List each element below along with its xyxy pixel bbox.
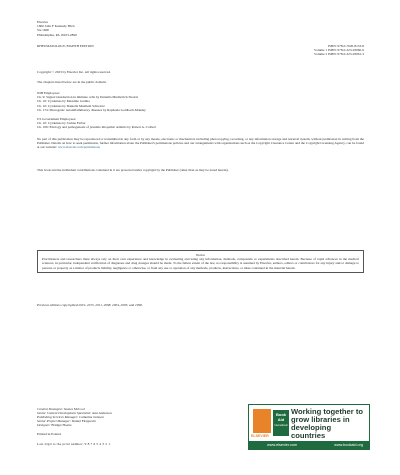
address-line: Ste 1600	[37, 28, 49, 33]
rights-paragraph	[37, 137, 364, 150]
credit-line	[37, 423, 112, 427]
print-line: Last digit is the print number: 9 8 7 6 5 4 3 2 1	[37, 442, 111, 446]
chapter-line: Ch. 9: Signal transduction in immune cells by Daniella Muallem Schwartz	[37, 95, 139, 100]
usgov-heading: US Government Employees:	[37, 117, 76, 121]
address-line: Elsevier	[37, 20, 49, 24]
notice-title: Notice	[195, 253, 206, 257]
book-aid-banner	[248, 404, 370, 450]
credit-name: Daniel Fitzgerald	[71, 419, 96, 424]
usgov-section	[37, 117, 364, 130]
address-line: Philadelphia, PA 19103-2899	[37, 32, 77, 37]
public-domain-intro-text: The chapters listed below are in the public domain:	[37, 80, 107, 84]
credit-role: Designer:	[37, 423, 51, 428]
notice-box	[37, 250, 364, 273]
logos	[251, 407, 289, 439]
elsevier-wordmark: ELSEVIER	[251, 434, 269, 438]
nih-heading: NIH Employees:	[37, 91, 60, 95]
public-domain-intro	[37, 80, 364, 84]
credit-role: Senior Content Development Specialist:	[37, 411, 92, 416]
credit-name: Catherine Jackson	[79, 415, 104, 420]
isbn-line: Volume 2 ISBN: 978-0-323-93061-3	[314, 52, 364, 57]
bookaid-url[interactable]: www.bookaid.org	[334, 443, 363, 447]
chapter-line: Ch. 174: Monogenic autoinflammatory diseases by Raphaela Goldbach-Mansky	[37, 107, 146, 112]
chapter-line: Ch. 106: Etiology and pathogenesis of juvenile idiopathic arthritis by Robert A. Colbert	[37, 125, 156, 130]
previous-editions-text: Previous editions copyrighted 2019, 2015, 2011, 2008, 2004, 2003, and 1998.	[37, 303, 143, 307]
chapter-line: Ch. 10: Cytokines by Joshua Farber	[37, 121, 86, 126]
book-aid-text: Book Aid	[276, 412, 286, 422]
book-aid-logo	[273, 410, 289, 436]
chapter-line: Ch. 10: Cytokines by Massimo Gadina	[37, 99, 90, 104]
chapter-line: Ch. 10: Cytokines by Daniella Muallem Schwartz	[37, 103, 105, 108]
credit-name: Ann Anderson	[92, 411, 112, 416]
credit-role: Publishing Services Manager:	[37, 415, 79, 420]
protected-paragraph-text: This book and the individual contributions contained in it are protected under copyright by the Publisher (other than as may be noted herein).	[37, 168, 229, 172]
credit-name: Jessica McCool	[63, 407, 85, 411]
book-aid-subtext: International	[274, 424, 288, 427]
copyright-line: Copyright © 2023 by Elsevier Inc. All rights reserved.	[37, 70, 111, 74]
isbn-block	[314, 44, 364, 57]
isbn-line: ISBN: 978-0-7020-8133-8	[327, 44, 364, 48]
rights-text: No part of this publication may be reproduced or transmitted in any form or by any means, electronic or mechanical, including photocopying, recording, or any information storage and retrieval system, without permission in writing from the Publisher. Details on how to seek permission, further information about the Publisher's permissions policies and our arrangements with organizations such as the Copyright Clearance Center and the Copyright Licensing Agency, can be found at our website:	[37, 137, 364, 150]
credit-role: Content Strategist:	[37, 407, 63, 411]
elsevier-logo-icon	[253, 409, 271, 433]
banner-url-bar	[249, 441, 369, 449]
notice-body: Practitioners and researchers must always rely on their own experience and knowledge in evaluating and using any information, methods, compounds or experiments described herein. Because of rapid advances in the medical sciences, in particular, independent verification of diagnoses and drug dosages should be made. To the fullest extent of the law, no responsibility is assumed by Elsevier, authors, editors or contributors for any injury and/or damage to persons or property as a matter of products liability, negligence or otherwise, or from any use or operation of any methods, products, instructions, or ideas contained in the material herein.	[42, 257, 359, 270]
credits-block	[37, 407, 112, 437]
address-line: 1600 John F Kennedy Blvd.	[37, 24, 76, 29]
protected-paragraph	[37, 168, 364, 172]
credit-role: Senior Project Manager:	[37, 419, 71, 424]
copyright-statement	[37, 70, 364, 74]
permissions-link[interactable]: www.elsevier.com/permissions	[57, 145, 100, 150]
elsevier-url[interactable]: www.elsevier.com	[267, 443, 298, 447]
banner-slogan: Working together to grow libraries in developing countries	[291, 407, 363, 440]
rights-paragraph-text	[37, 137, 364, 150]
previous-editions	[37, 303, 364, 307]
publisher-address	[37, 20, 364, 37]
book-title-text: RHEUMATOLOGY, EIGHTH EDITION	[37, 44, 94, 48]
printed-in: Printed in Poland.	[37, 432, 62, 437]
nih-section	[37, 91, 364, 112]
credit-name: Bridget Hoette	[51, 423, 72, 428]
isbn-line: Volume 1 ISBN: 978-0-323-93060-9	[314, 48, 364, 53]
